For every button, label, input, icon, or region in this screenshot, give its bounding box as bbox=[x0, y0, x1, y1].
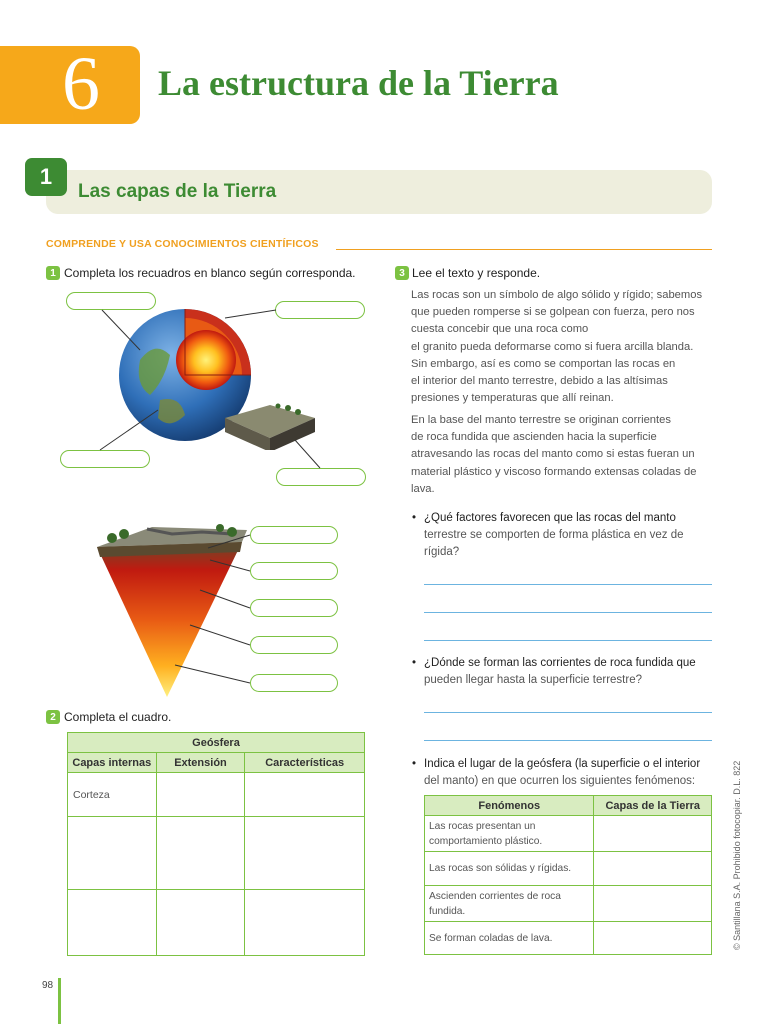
answer-line[interactable] bbox=[424, 740, 712, 741]
geosphere-cell[interactable] bbox=[245, 890, 365, 956]
paragraph-line: En la base del manto terrestre se originan corrientes bbox=[411, 414, 671, 426]
geosphere-cell[interactable] bbox=[68, 890, 157, 956]
cell-line: Las rocas presentan un bbox=[429, 820, 536, 832]
answer-line[interactable] bbox=[424, 712, 712, 713]
question-2-text: Completa el cuadro. bbox=[64, 710, 172, 724]
paragraph-line: Las rocas son un símbolo de algo sólido y rígido; sabemos bbox=[411, 289, 703, 301]
question-3-number: 3 bbox=[395, 266, 409, 280]
phenomena-cell bbox=[425, 886, 594, 922]
geosphere-header-capas: Capas internas bbox=[68, 753, 157, 773]
page-number-rule bbox=[58, 978, 61, 1024]
question-3-text: Lee el texto y responde. bbox=[412, 266, 541, 280]
geosphere-cell[interactable] bbox=[68, 817, 157, 890]
paragraph-line: cuesta concebir que una roca como bbox=[411, 323, 589, 336]
geosphere-cell[interactable] bbox=[245, 773, 365, 817]
phenomena-cell bbox=[425, 816, 594, 852]
bullet-line: del manto) en que ocurren los siguientes fenómenos: bbox=[424, 775, 696, 787]
reading-paragraph-2 bbox=[411, 412, 711, 498]
bullet-line: Indica el lugar de la geósfera (la superficie o el interior bbox=[424, 758, 701, 770]
section-title: Las capas de la Tierra bbox=[78, 181, 277, 202]
paragraph-line: Sin embargo, así es como se comportan las rocas en bbox=[411, 357, 676, 370]
geosphere-header-extension: Extensión bbox=[156, 753, 245, 773]
bullet-dot: • bbox=[412, 657, 417, 669]
chapter-title: La estructura de la Tierra bbox=[158, 63, 559, 103]
paragraph-line: de roca fundida que ascienden hacia la superficie bbox=[411, 431, 657, 444]
bullet-line: ¿Qué factores favorecen que las rocas del manto bbox=[424, 512, 676, 524]
geosphere-cell[interactable] bbox=[245, 817, 365, 890]
bullet-line: terrestre se comporten de forma plástica en vez de bbox=[424, 529, 684, 541]
geosphere-header-caracteristicas: Características bbox=[245, 753, 365, 773]
phenomena-cell: Las rocas son sólidas y rígidas. bbox=[425, 852, 594, 886]
paragraph-line: el interior del manto terrestre, debido a las altísimas bbox=[411, 375, 668, 388]
geosphere-cell[interactable] bbox=[156, 817, 245, 890]
competence-heading: COMPRENDE Y USA CONOCIMIENTOS CIENTÍFICOS bbox=[46, 238, 319, 250]
earth-layer-cell[interactable] bbox=[594, 886, 712, 922]
bullet-dot: • bbox=[412, 512, 417, 524]
phenomena-table bbox=[424, 795, 712, 955]
question-1-text: Completa los recuadros en blanco según corresponda. bbox=[64, 266, 356, 280]
paragraph-line: atravesando las rocas del manto como si estas fueran un bbox=[411, 448, 695, 461]
cell-line: comportamiento plástico. bbox=[429, 835, 543, 847]
paragraph-line: que pueden romperse si se golpean con fuerza, pero nos bbox=[411, 306, 695, 319]
question-2-number: 2 bbox=[46, 710, 60, 724]
bullet-dot: • bbox=[412, 758, 417, 770]
geosphere-cell[interactable] bbox=[156, 773, 245, 817]
copyright-notice: © Santillana S.A. Prohibido fotocopiar. D.L. 822 bbox=[732, 760, 742, 950]
earth-layer-header: Capas de la Tierra bbox=[594, 796, 712, 816]
paragraph-line: presiones y temperaturas que allí reinan. bbox=[411, 392, 614, 405]
reading-paragraph-1 bbox=[411, 287, 711, 407]
phenomena-header: Fenómenos bbox=[425, 796, 594, 816]
page-number: 98 bbox=[42, 980, 54, 991]
paragraph-line: material plástico y viscoso formando extensas coladas de bbox=[411, 465, 697, 478]
paragraph-line: el granito pueda deformarse como si fuera arcilla blanda. bbox=[411, 340, 694, 353]
earth-layer-cell[interactable] bbox=[594, 852, 712, 886]
bullet-line: rígida? bbox=[424, 546, 460, 558]
paragraph-line: lava. bbox=[411, 482, 435, 495]
chapter-number: 6 bbox=[62, 42, 100, 126]
answer-line[interactable] bbox=[424, 640, 712, 641]
geosphere-cell-corteza: Corteza bbox=[68, 773, 157, 817]
cell-line: Ascienden corrientes de roca bbox=[429, 890, 561, 902]
section-number: 1 bbox=[25, 158, 67, 196]
phenomena-cell: Se forman coladas de lava. bbox=[425, 922, 594, 955]
bullet-line: pueden llegar hasta la superficie terrestre? bbox=[424, 674, 642, 686]
question-1-number: 1 bbox=[46, 266, 60, 280]
earth-layer-cell[interactable] bbox=[594, 922, 712, 955]
geosphere-table-title: Geósfera bbox=[68, 733, 365, 753]
bullet-line: ¿Dónde se forman las corrientes de roca fundida que bbox=[424, 657, 696, 669]
geosphere-table bbox=[67, 732, 365, 956]
answer-line[interactable] bbox=[424, 612, 712, 613]
answer-line[interactable] bbox=[424, 584, 712, 585]
earth-layer-cell[interactable] bbox=[594, 816, 712, 852]
cell-line: fundida. bbox=[429, 905, 466, 917]
geosphere-cell[interactable] bbox=[156, 890, 245, 956]
